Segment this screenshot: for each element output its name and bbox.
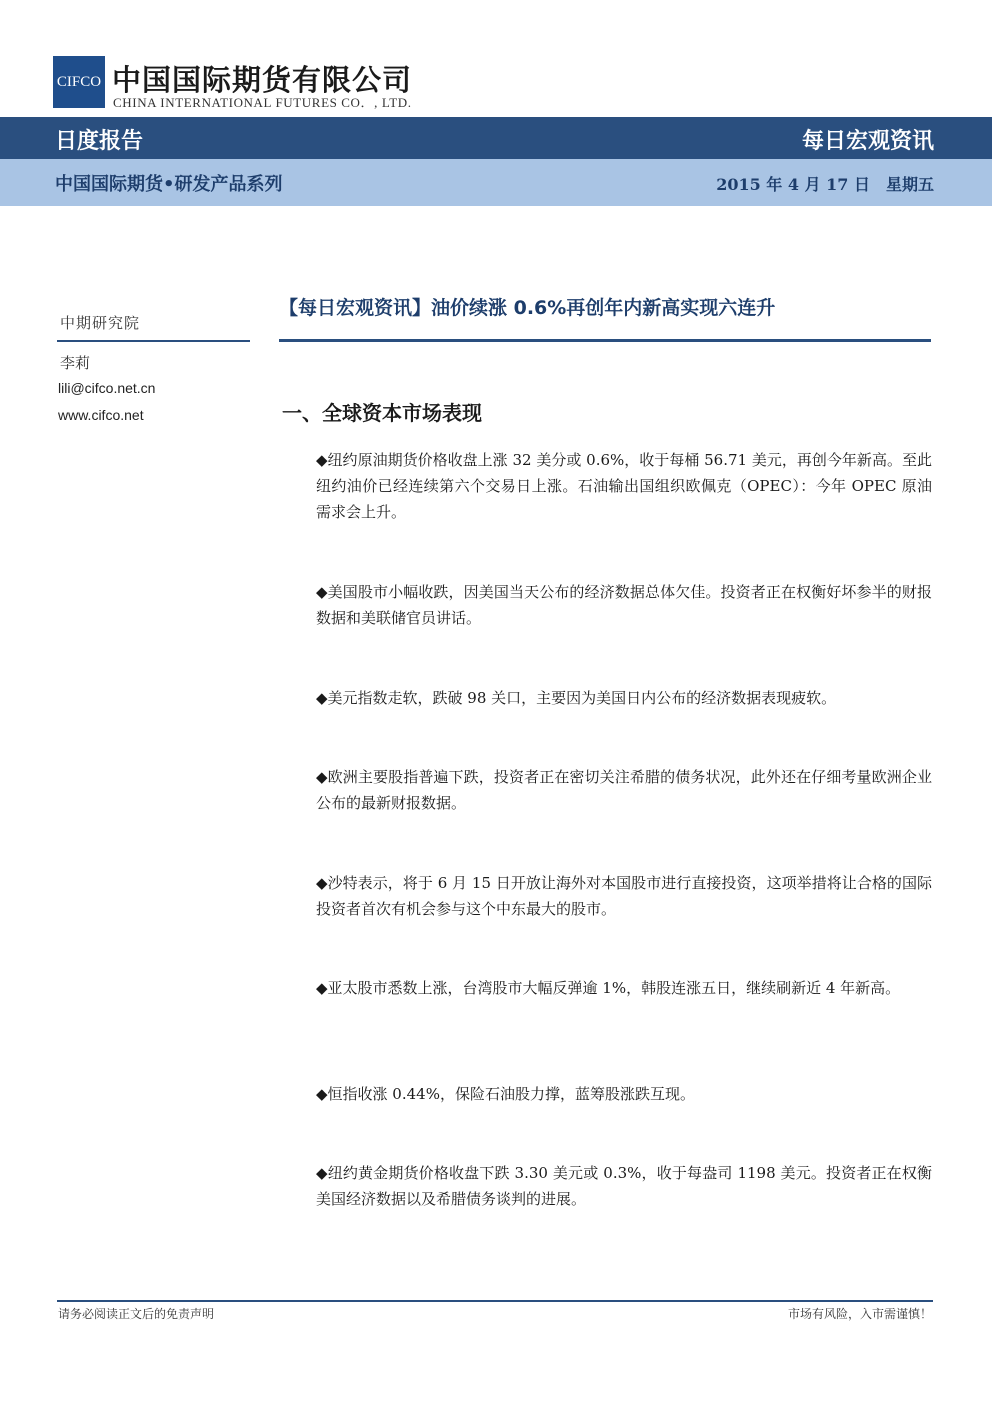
- institute-name: 中期研究院: [60, 314, 141, 332]
- section-title: 一、全球资本市场表现: [282, 401, 482, 425]
- headline-divider: [279, 339, 931, 342]
- paragraph-hang-seng: ◆恒指收涨 0.44%，保险石油股力撑，蓝筹股涨跌互现。: [316, 1085, 695, 1103]
- footer-disclaimer: 请务必阅读正文后的免责声明: [58, 1307, 215, 1321]
- footer-risk-note: 市场有风险，入市需谨慎！: [787, 1307, 932, 1321]
- company-name-en: CHINA INTERNATIONAL FUTURES CO．, LTD.: [113, 95, 412, 110]
- author-email[interactable]: lili@cifco.net.cn: [58, 380, 156, 396]
- paragraph-europe-stocks: ◆欧洲主要股指普遍下跌，投资者正在密切关注希腊的债务状况，此外还在仔细考量欧洲企业公布的最新财报数据。: [316, 768, 932, 812]
- report-banner: [0, 117, 992, 159]
- paragraph-gold: ◆纽约黄金期货价格收盘下跌 3.30 美元或 0.3%，收于每盎司 1198 美元。投资者正在权衡美国经济数据以及希腊债务谈判的进展。: [316, 1164, 932, 1208]
- author-name: 李莉: [60, 354, 91, 372]
- paragraph-saudi: ◆沙特表示，将于 6 月 15 日开放让海外对本国股市进行直接投资，这项举措将让合格的国际投资者首次有机会参与这个中东最大的股市。: [316, 874, 932, 918]
- paragraph-crude-oil: ◆纽约原油期货价格收盘上涨 32 美分或 0.6%，收于每桶 56.71 美元，再创今年新高。至此纽约油价已经连续第六个交易日上涨。石油输出国组织欧佩克（OPEC）：今年 OPEC 原油需求会上升。: [316, 451, 932, 521]
- paragraph-asia-pacific: ◆亚太股市悉数上涨，台湾股市大幅反弹逾 1%，韩股连涨五日，继续刷新近 4 年新高。: [316, 979, 901, 997]
- article-headline: 【每日宏观资讯】油价续涨 0.6%再创年内新高实现六连升: [279, 297, 776, 319]
- company-logo-mark: CIFCO: [53, 56, 105, 108]
- paragraph-us-stocks: ◆美国股市小幅收跌，因美国当天公布的经济数据总体欠佳。投资者正在权衡好坏参半的财报数据和美联储官员讲话。: [316, 583, 932, 627]
- paragraph-dollar-index: ◆美元指数走软，跌破 98 关口，主要因为美国日内公布的经济数据表现疲软。: [316, 689, 837, 707]
- sidebar-divider: [57, 340, 250, 342]
- report-date: 2015 年 4 月 17 日 星期五: [716, 175, 934, 194]
- footer-divider: [57, 1300, 933, 1302]
- report-type: 日度报告: [55, 129, 144, 154]
- website-link[interactable]: www.cifco.net: [58, 407, 144, 423]
- product-series: 中国国际期货•研发产品系列: [55, 174, 283, 195]
- company-name-cn: 中国国际期货有限公司: [112, 63, 413, 97]
- series-name: 每日宏观资讯: [801, 129, 934, 154]
- sub-banner: [0, 159, 992, 206]
